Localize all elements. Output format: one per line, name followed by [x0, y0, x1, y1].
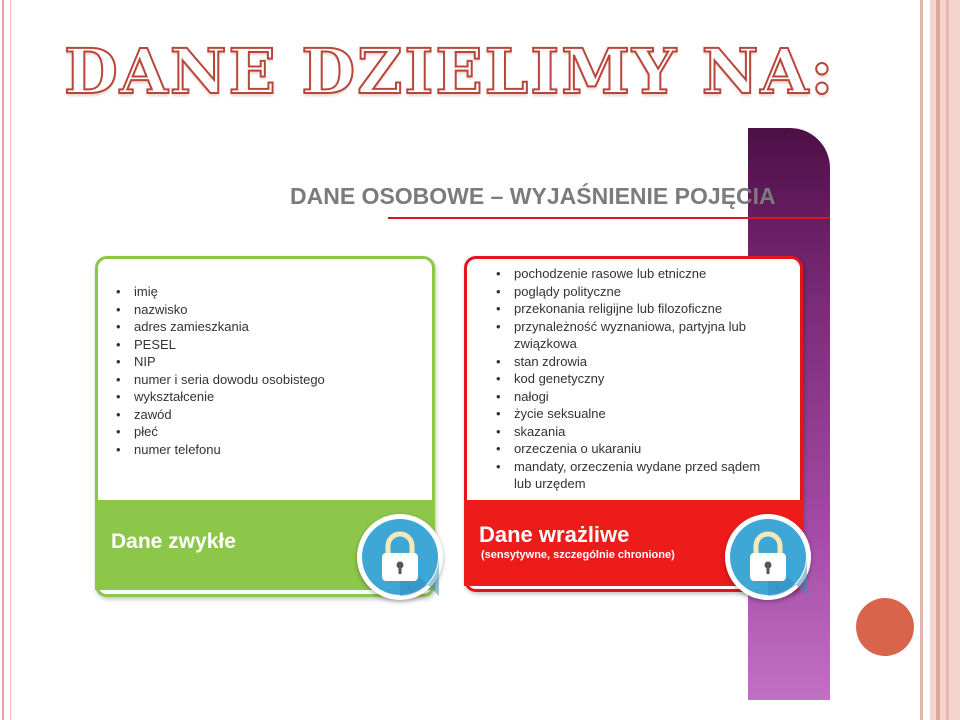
subtitle-underline: [388, 217, 830, 219]
lock-icon: [725, 514, 811, 600]
sensitive-data-list: [476, 265, 776, 493]
decorative-orange-dot: [856, 598, 914, 656]
list-item: • numer i seria dowodu osobistego: [116, 371, 416, 389]
list-item: • numer telefonu: [116, 441, 416, 459]
list-item: • zawód: [116, 406, 416, 424]
slide-title: DANE DZIELIMY NA:: [64, 35, 836, 108]
list-item: • mandaty, orzeczenia wydane przed sądem lub urzędem: [496, 458, 776, 493]
embedded-slide-subtitle: DANE OSOBOWE – WYJAŚNIENIE POJĘCIA: [290, 183, 776, 209]
right-border-stripe: [920, 0, 923, 720]
ordinary-data-list: [96, 283, 416, 458]
list-item: • NIP: [116, 353, 416, 371]
ordinary-data-title: Dane zwykłe: [111, 530, 236, 553]
list-item: • płeć: [116, 423, 416, 441]
left-border-line: [2, 0, 4, 720]
list-item: • nazwisko: [116, 301, 416, 319]
list-item: • skazania: [496, 423, 776, 441]
list-item: • wykształcenie: [116, 388, 416, 406]
right-border-stripe: [946, 0, 949, 720]
list-item: • PESEL: [116, 336, 416, 354]
list-item: • pochodzenie rasowe lub etniczne: [496, 265, 776, 283]
left-border-line-inner: [10, 0, 11, 720]
list-item: • przynależność wyznaniowa, partyjna lub związkowa: [496, 318, 776, 353]
list-item: • poglądy polityczne: [496, 283, 776, 301]
list-item: • nałogi: [496, 388, 776, 406]
list-item: • imię: [116, 283, 416, 301]
list-item: • orzeczenia o ukaraniu: [496, 440, 776, 458]
right-border-stripe: [936, 0, 940, 720]
sensitive-data-title: Dane wrażliwe: [479, 522, 630, 547]
right-border-band: [930, 0, 960, 720]
list-item: • stan zdrowia: [496, 353, 776, 371]
list-item: • życie seksualne: [496, 405, 776, 423]
sensitive-data-subtitle: (sensytywne, szczególnie chronione): [481, 549, 675, 561]
list-item: • przekonania religijne lub filozoficzne: [496, 300, 776, 318]
list-item: • adres zamieszkania: [116, 318, 416, 336]
list-item: • kod genetyczny: [496, 370, 776, 388]
lock-icon: [357, 514, 443, 600]
